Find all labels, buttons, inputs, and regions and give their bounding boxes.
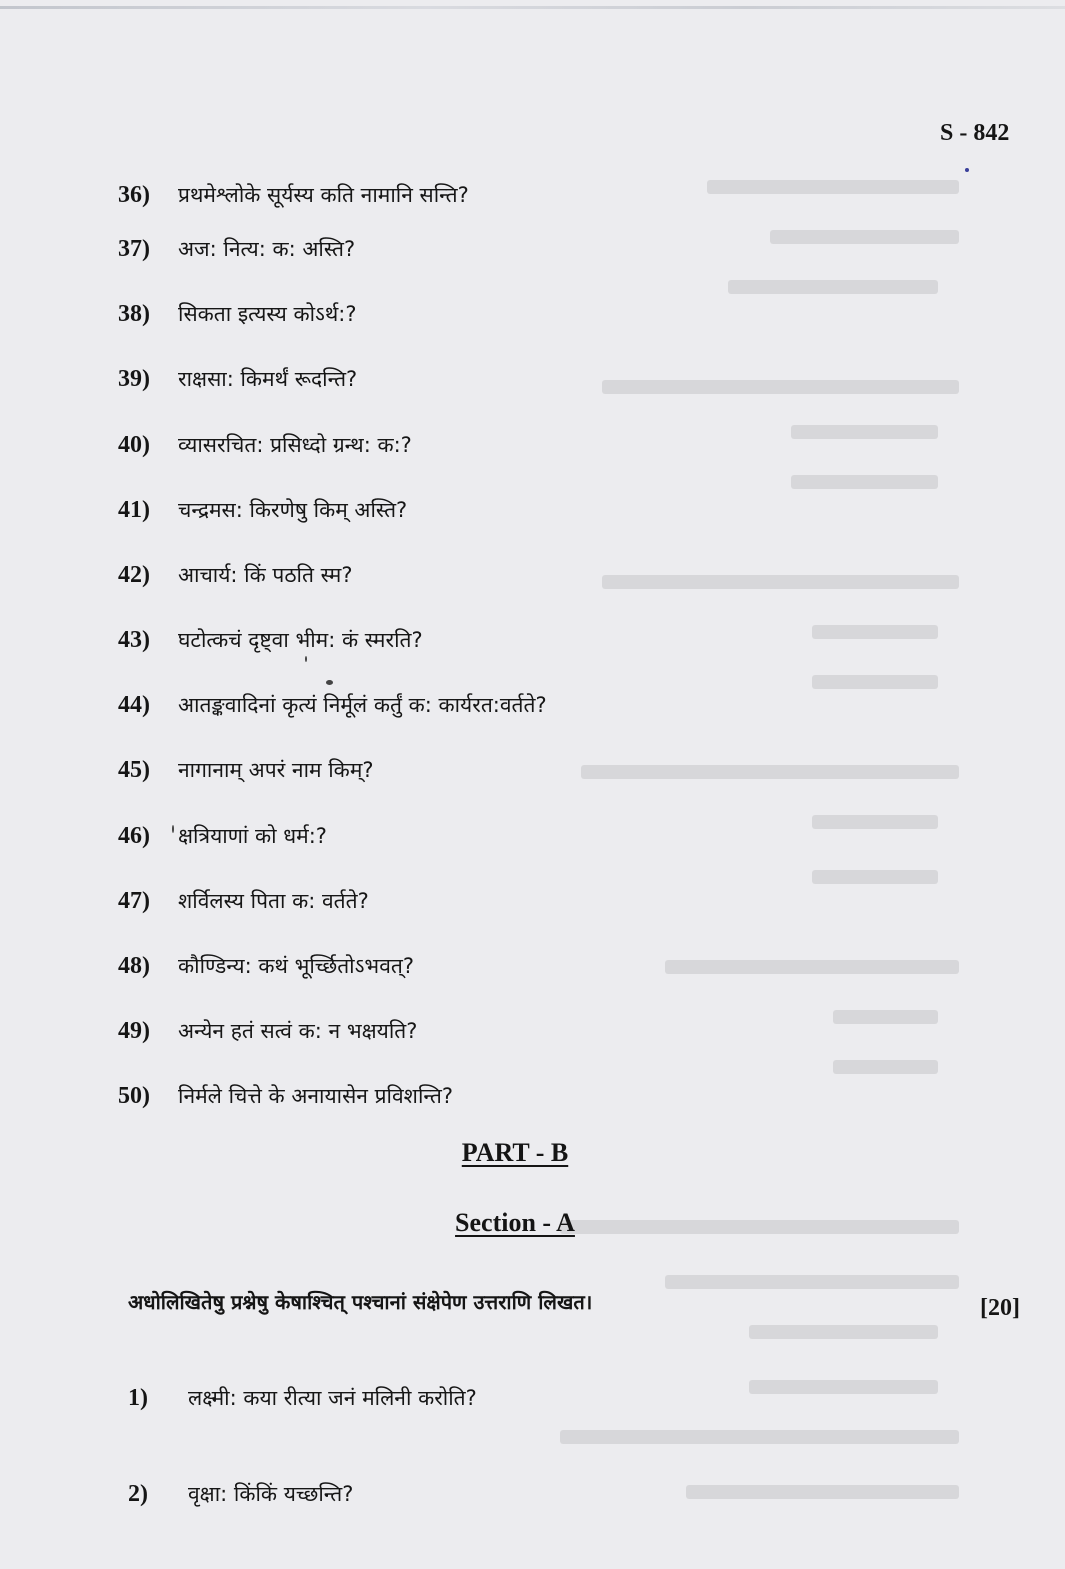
part-heading: PART - B xyxy=(461,1138,569,1167)
question-text: लक्ष्मी: कया रीत्या जनं मलिनी करोति? xyxy=(188,1386,477,1410)
question-44 xyxy=(118,687,547,723)
marks-badge: [20] xyxy=(980,1295,1020,1321)
question-number: 46) xyxy=(118,822,150,849)
question-number: 1) xyxy=(128,1384,148,1411)
scan-speck xyxy=(965,168,969,172)
question-number: 36) xyxy=(118,181,150,208)
question-46 xyxy=(118,818,327,854)
question-text: राक्षसा: किमर्थं रूदन्ति? xyxy=(178,367,358,391)
question-text: नागानाम् अपरं नाम किम्? xyxy=(178,758,374,782)
question-number: 37) xyxy=(118,235,150,262)
question-37 xyxy=(118,231,355,267)
page-code: S - 842 xyxy=(940,120,1010,146)
question-number: 39) xyxy=(118,365,150,392)
question-number: 40) xyxy=(118,431,150,458)
question-number: 44) xyxy=(118,691,150,718)
question-text: शर्विलस्य पिता क: वर्तते? xyxy=(178,889,369,913)
question-number: 48) xyxy=(118,952,150,979)
question-48 xyxy=(118,948,414,984)
question-number: 42) xyxy=(118,561,150,588)
part-b-question-1 xyxy=(128,1380,477,1416)
reverse-side-show-through xyxy=(560,160,980,1540)
question-text: क्षत्रियाणां को धर्म:? xyxy=(178,824,327,848)
question-number: 2) xyxy=(128,1480,148,1507)
question-number: 49) xyxy=(118,1017,150,1044)
question-number: 45) xyxy=(118,756,150,783)
section-heading: Section - A xyxy=(455,1208,575,1237)
question-text: वृक्षा: किंकिं यच्छन्ति? xyxy=(188,1482,354,1506)
question-text: आतङ्कवादिनां कृत्यं निर्मूलं कर्तुं क: कार्यरत:वर्तते? xyxy=(178,693,547,717)
question-text: प्रथमेश्लोके सूर्यस्य कति नामानि सन्ति? xyxy=(178,183,469,207)
part-b-question-2 xyxy=(128,1476,353,1512)
question-text: चन्द्रमस: किरणेषु किम् अस्ति? xyxy=(178,498,408,522)
question-41 xyxy=(118,492,407,528)
question-text: घटोत्कचं दृष्ट्वा भीम: कं स्मरति? xyxy=(178,628,423,652)
question-text: अन्येन हतं सत्वं क: न भक्षयति? xyxy=(178,1019,418,1043)
question-36 xyxy=(118,177,469,213)
scan-top-edge xyxy=(0,6,1065,9)
question-47 xyxy=(118,883,369,919)
question-40 xyxy=(118,427,412,463)
scan-speck xyxy=(305,656,307,662)
question-45 xyxy=(118,752,374,788)
scan-speck xyxy=(172,825,174,833)
instruction-text: अधोलिखितेषु प्रश्नेषु केषाश्चित् पश्चानां संक्षेपेण उत्तराणि लिखत। xyxy=(128,1290,593,1314)
question-42 xyxy=(118,557,353,593)
question-text: व्यासरचित: प्रसिध्दो ग्रन्थ: क:? xyxy=(178,433,412,457)
question-text: कौण्डिन्य: कथं भूर्च्छितोऽभवत्? xyxy=(178,954,414,978)
question-50 xyxy=(118,1078,453,1114)
question-text: निर्मले चित्ते के अनायासेन प्रविशन्ति? xyxy=(178,1084,453,1108)
question-38 xyxy=(118,296,356,332)
scan-speck xyxy=(326,680,333,685)
question-number: 38) xyxy=(118,300,150,327)
question-number: 47) xyxy=(118,887,150,914)
question-text: आचार्य: किं पठति स्म? xyxy=(178,563,353,587)
question-49 xyxy=(118,1013,417,1049)
question-number: 41) xyxy=(118,496,150,523)
question-number: 50) xyxy=(118,1082,150,1109)
question-text: सिकता इत्यस्य कोऽर्थ:? xyxy=(178,302,357,326)
question-number: 43) xyxy=(118,626,150,653)
question-39 xyxy=(118,361,357,397)
question-43 xyxy=(118,622,423,658)
question-text: अज: नित्य: क: अस्ति? xyxy=(178,237,356,261)
